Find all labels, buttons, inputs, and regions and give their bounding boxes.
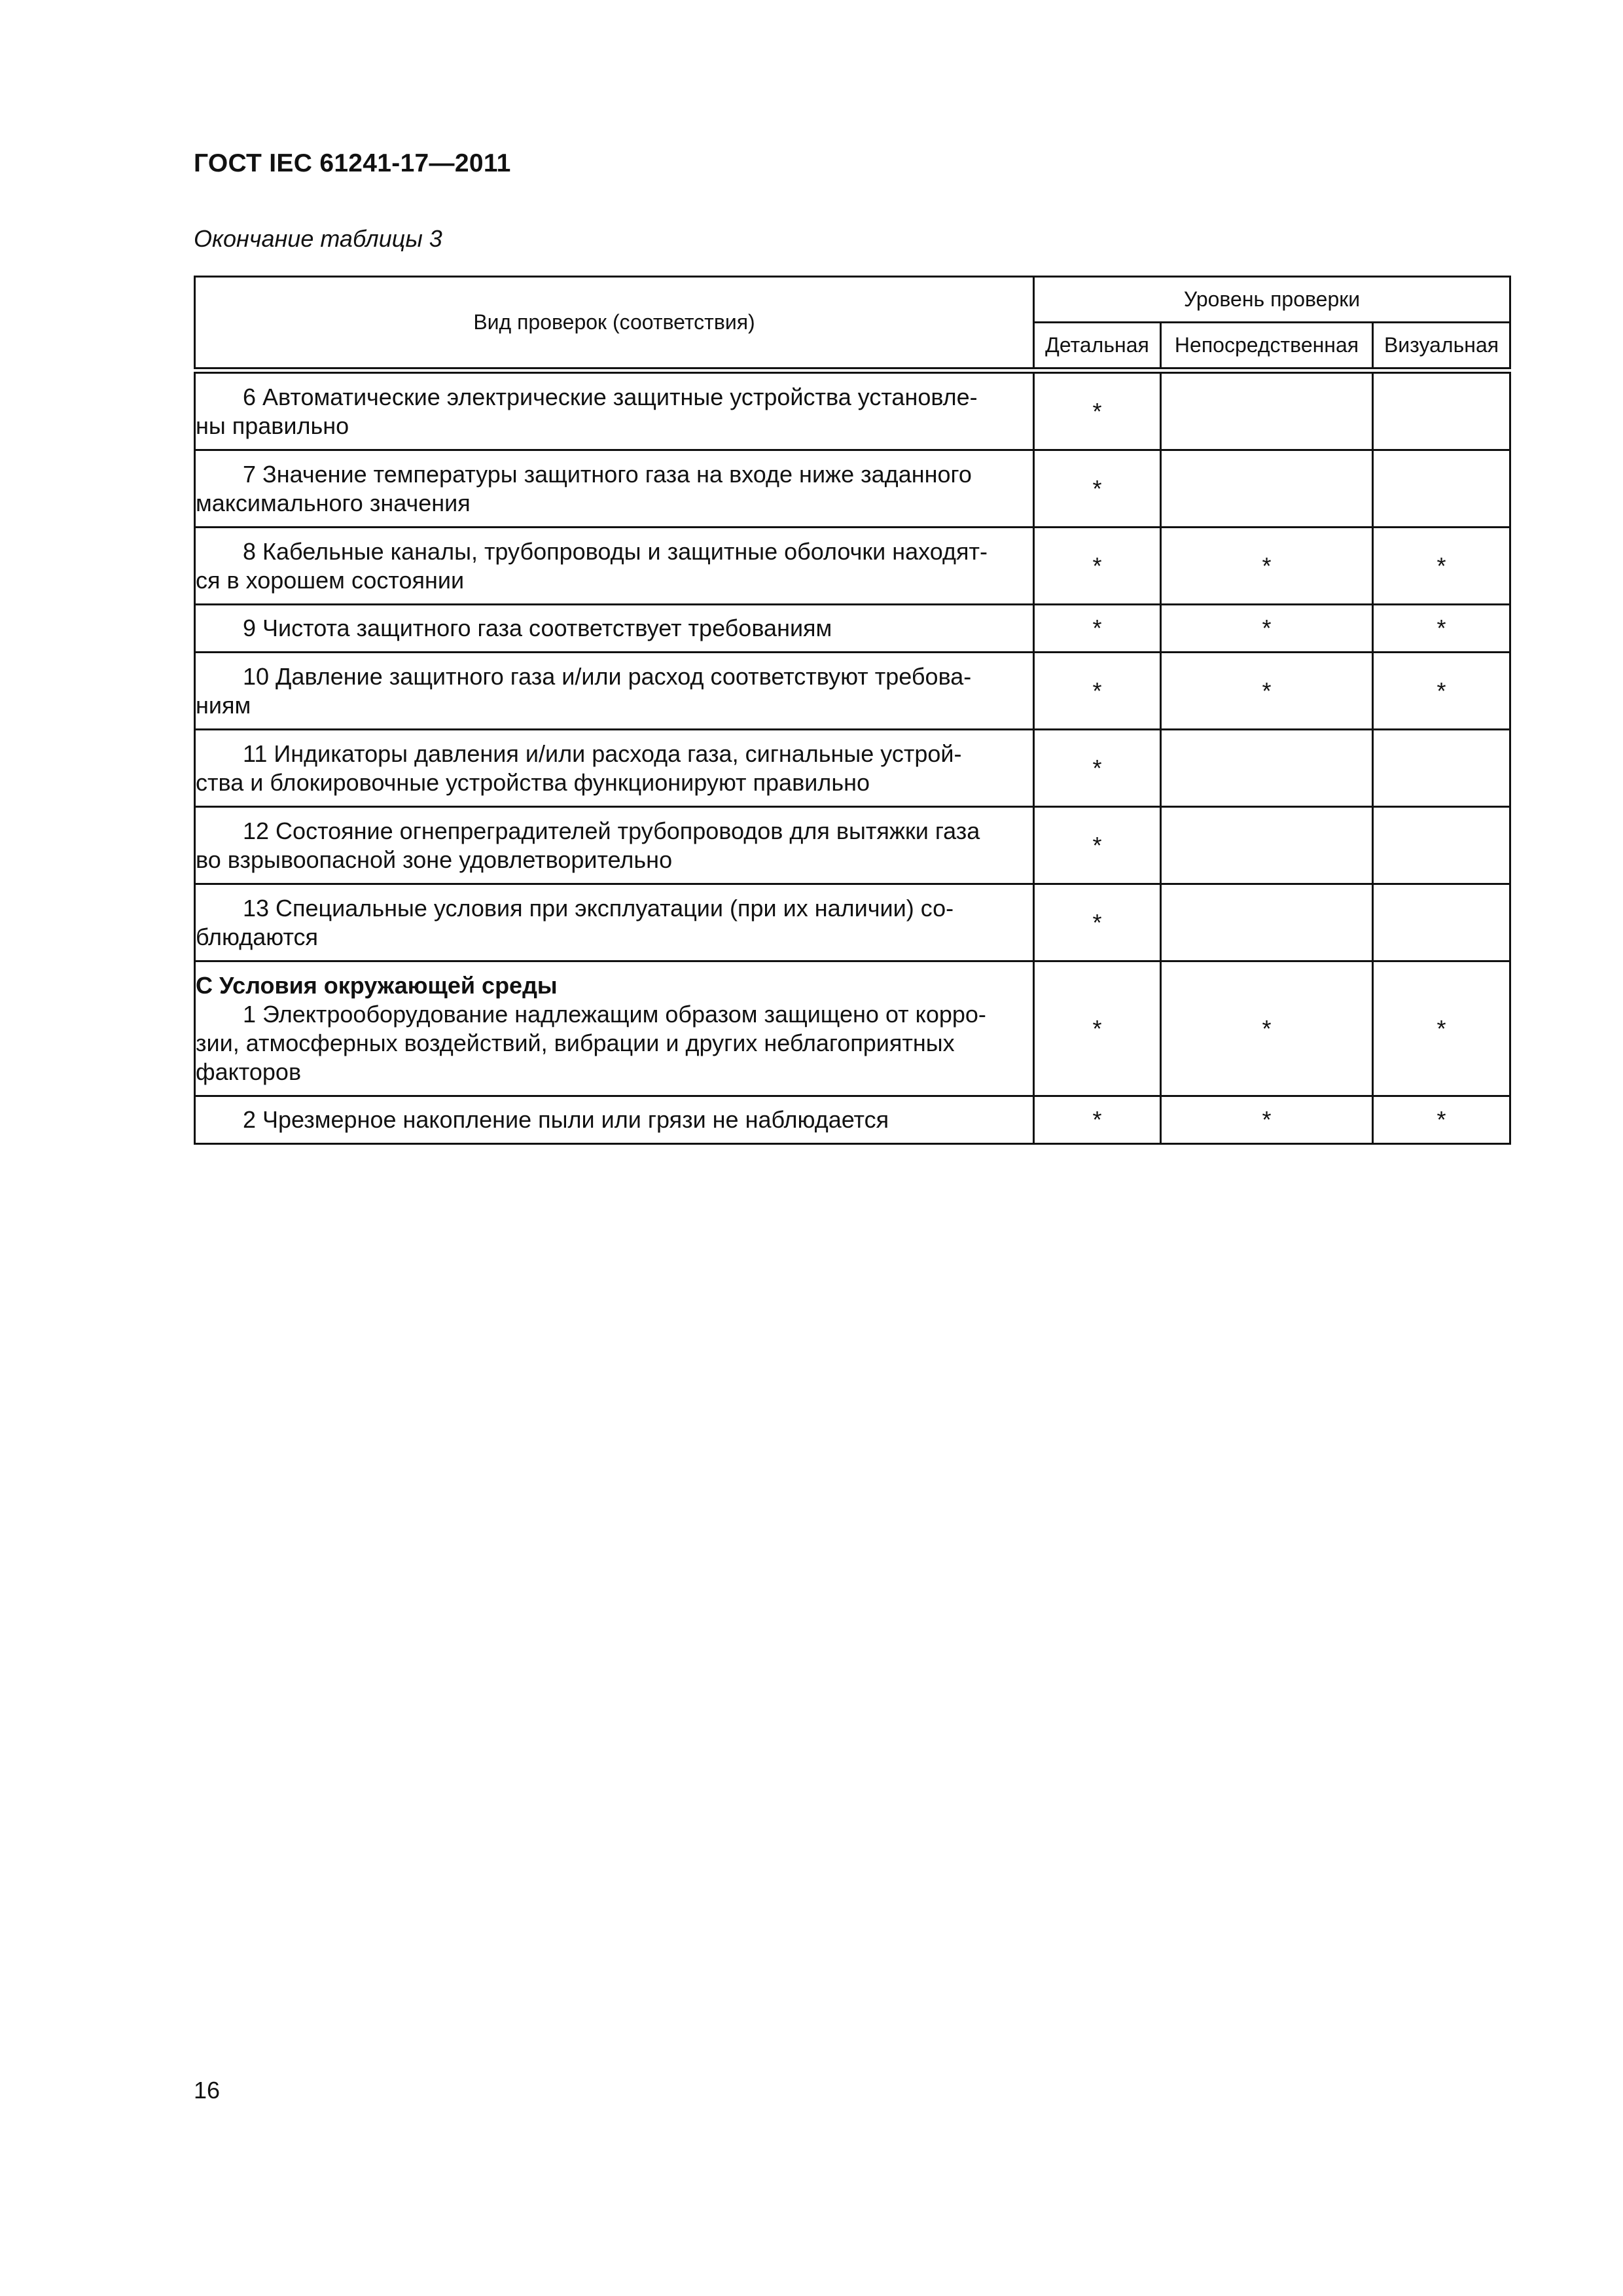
check-description bbox=[195, 605, 1034, 653]
section-title: С Условия окружающей среды bbox=[196, 971, 558, 999]
table-row bbox=[195, 605, 1510, 653]
check-description bbox=[195, 807, 1034, 884]
mark-visual: * bbox=[1373, 653, 1510, 730]
mark-detailed: * bbox=[1034, 884, 1161, 961]
mark-visual bbox=[1373, 807, 1510, 884]
mark-direct bbox=[1161, 884, 1373, 961]
check-description bbox=[195, 653, 1034, 730]
description-line: максимального значения bbox=[196, 489, 471, 516]
mark-direct bbox=[1161, 450, 1373, 528]
check-description bbox=[195, 884, 1034, 961]
inspection-table bbox=[194, 276, 1511, 1145]
page-number: 16 bbox=[194, 2077, 221, 2104]
mark-direct: * bbox=[1161, 1096, 1373, 1144]
table-row bbox=[195, 884, 1510, 961]
table-row bbox=[195, 1096, 1510, 1144]
description-line: 13 Специальные условия при эксплуатации (при их наличии) со- bbox=[243, 894, 954, 922]
description-line: 2 Чрезмерное накопление пыли или грязи не наблюдается bbox=[243, 1106, 889, 1133]
table-row bbox=[195, 450, 1510, 528]
standard-designation: ГОСТ IEC 61241-17—2011 bbox=[194, 149, 511, 177]
mark-detailed: * bbox=[1034, 730, 1161, 807]
mark-direct bbox=[1161, 730, 1373, 807]
mark-detailed: * bbox=[1034, 807, 1161, 884]
check-description bbox=[195, 1096, 1034, 1144]
description-line: ны правильно bbox=[196, 412, 349, 439]
description-line: факторов bbox=[196, 1058, 302, 1085]
check-description bbox=[195, 450, 1034, 528]
mark-visual bbox=[1373, 373, 1510, 450]
mark-visual: * bbox=[1373, 528, 1510, 605]
column-header-detailed: Детальная bbox=[1034, 323, 1161, 368]
mark-detailed: * bbox=[1034, 1096, 1161, 1144]
mark-visual bbox=[1373, 884, 1510, 961]
description-line: блюдаются bbox=[196, 923, 319, 950]
check-description bbox=[195, 528, 1034, 605]
mark-visual bbox=[1373, 450, 1510, 528]
description-line: 9 Чистота защитного газа соответствует требованиям bbox=[243, 615, 832, 641]
description-line: 10 Давление защитного газа и/или расход соответствуют требова- bbox=[243, 662, 972, 690]
table-row bbox=[195, 807, 1510, 884]
mark-direct: * bbox=[1161, 528, 1373, 605]
mark-visual: * bbox=[1373, 1096, 1510, 1144]
table-row bbox=[195, 730, 1510, 807]
column-header-level: Уровень проверки bbox=[1034, 277, 1510, 323]
mark-visual bbox=[1373, 730, 1510, 807]
mark-detailed: * bbox=[1034, 450, 1161, 528]
mark-visual: * bbox=[1373, 605, 1510, 653]
column-header-visual: Визуальная bbox=[1373, 323, 1510, 368]
description-line: 12 Состояние огнепреградителей трубопроводов для вытяжки газа bbox=[243, 817, 980, 844]
mark-detailed: * bbox=[1034, 653, 1161, 730]
mark-detailed: * bbox=[1034, 373, 1161, 450]
description-line: 1 Электрооборудование надлежащим образом защищено от корро- bbox=[243, 1000, 986, 1028]
check-description bbox=[195, 373, 1034, 450]
description-line: 11 Индикаторы давления и/или расхода газа, сигнальные устрой- bbox=[243, 740, 962, 767]
mark-direct bbox=[1161, 373, 1373, 450]
table-row bbox=[195, 373, 1510, 450]
mark-direct bbox=[1161, 807, 1373, 884]
mark-direct: * bbox=[1161, 961, 1373, 1096]
mark-direct: * bbox=[1161, 653, 1373, 730]
table-row bbox=[195, 653, 1510, 730]
mark-detailed: * bbox=[1034, 961, 1161, 1096]
table-caption: Окончание таблицы 3 bbox=[194, 225, 442, 252]
description-line: 6 Автоматические электрические защитные устройства установле- bbox=[243, 383, 978, 410]
table-row bbox=[195, 961, 1510, 1096]
mark-direct: * bbox=[1161, 605, 1373, 653]
description-line: ства и блокировочные устройства функционируют правильно bbox=[196, 768, 870, 796]
table-row bbox=[195, 528, 1510, 605]
column-header-type: Вид проверок (соответствия) bbox=[195, 277, 1034, 368]
column-header-direct: Непосредственная bbox=[1161, 323, 1373, 368]
description-line: 7 Значение температуры защитного газа на входе ниже заданного bbox=[243, 460, 972, 488]
description-line: ниям bbox=[196, 691, 251, 719]
check-description bbox=[195, 730, 1034, 807]
description-line: во взрывоопасной зоне удовлетворительно bbox=[196, 846, 673, 873]
mark-detailed: * bbox=[1034, 528, 1161, 605]
description-line: 8 Кабельные каналы, трубопроводы и защитные оболочки находят- bbox=[243, 537, 988, 565]
mark-detailed: * bbox=[1034, 605, 1161, 653]
table-body bbox=[195, 373, 1510, 1144]
mark-visual: * bbox=[1373, 961, 1510, 1096]
description-line: зии, атмосферных воздействий, вибрации и других неблагоприятных bbox=[196, 1029, 955, 1056]
check-description bbox=[195, 961, 1034, 1096]
description-line: ся в хорошем состоянии bbox=[196, 566, 465, 594]
